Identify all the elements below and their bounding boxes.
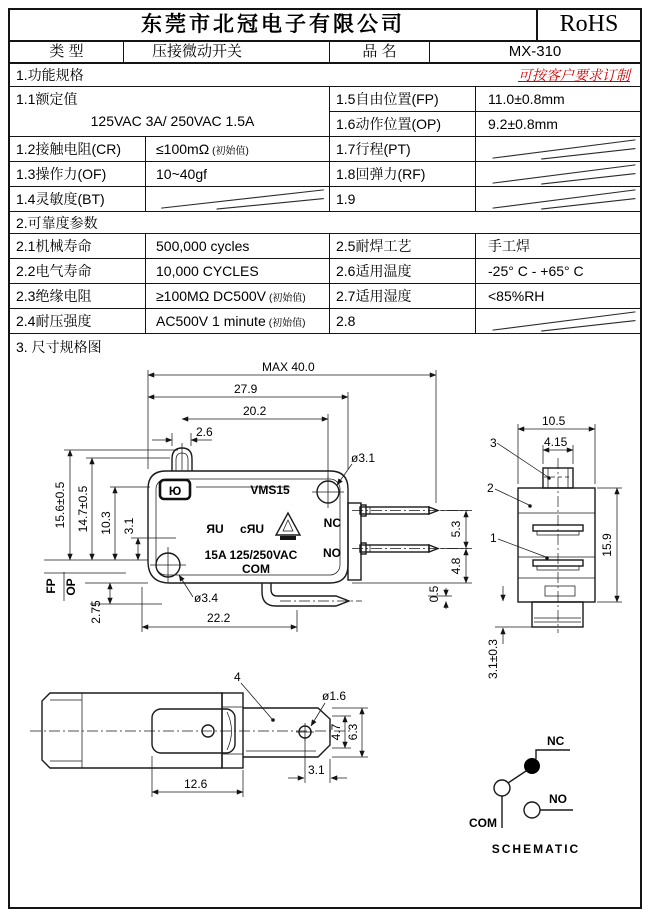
rated-value-cell bbox=[10, 87, 330, 136]
dim-47: 4.7 bbox=[329, 723, 343, 741]
dim-159: 15.9 bbox=[600, 533, 614, 557]
of-label: 1.3操作力(OF) bbox=[10, 162, 146, 186]
rf-value-crossed bbox=[476, 162, 640, 186]
dim-26: 2.6 bbox=[196, 425, 213, 439]
dim-48: 4.8 bbox=[449, 557, 463, 575]
dim-hole-lever: ø1.6 bbox=[322, 689, 347, 703]
ul-recognized-icon: ЯU bbox=[206, 522, 224, 536]
callout-2: 2 bbox=[487, 481, 494, 495]
dim-415: 4.15 bbox=[544, 435, 568, 449]
dim-31: 3.1 bbox=[122, 517, 136, 535]
lever-barrel bbox=[42, 693, 222, 768]
rated-value-row bbox=[10, 87, 640, 137]
cr-label: 1.2接触电阻(CR) bbox=[10, 137, 146, 161]
datasheet-page bbox=[8, 8, 642, 909]
dim-147: 14.7±0.5 bbox=[76, 485, 90, 533]
electrical-life-row bbox=[10, 259, 640, 284]
type-value: 压接微动开关 bbox=[124, 42, 330, 62]
op-value: 9.2±0.8mm bbox=[488, 115, 558, 132]
com-marking: COM bbox=[242, 562, 270, 576]
item19-value-crossed bbox=[476, 187, 640, 211]
cr-value: ≤100mΩ (初始值) bbox=[146, 137, 330, 161]
dimension-drawing-area bbox=[10, 334, 640, 907]
solder-value: 手工焊 bbox=[488, 238, 530, 254]
elec-value: 10,000 CYCLES bbox=[146, 259, 330, 283]
op-ref-label: OP bbox=[64, 578, 78, 596]
item28-label: 2.8 bbox=[330, 309, 476, 333]
dim-103: 10.3 bbox=[99, 511, 113, 535]
dielectric-strength-row bbox=[10, 309, 640, 334]
company-title: 东莞市北冠电子有限公司 bbox=[141, 13, 405, 36]
side-view bbox=[486, 414, 622, 679]
dim-05: 0.5 bbox=[427, 585, 441, 603]
dim-63: 6.3 bbox=[346, 723, 360, 741]
custom-order-note: 可按客户要求订制 bbox=[518, 67, 630, 83]
section1-title: 1.功能规格 bbox=[16, 67, 84, 83]
rated-value: 125VAC 3A/ 250VAC 1.5A bbox=[90, 113, 255, 129]
com-terminal bbox=[262, 583, 362, 606]
item19-label: 1.9 bbox=[330, 187, 476, 211]
ins-value: ≥100MΩ DC500V (初始值) bbox=[146, 284, 330, 308]
rated-label: 1.1额定值 bbox=[16, 91, 78, 107]
sensitivity-row bbox=[10, 187, 640, 212]
model-marking: VMS15 bbox=[250, 483, 290, 497]
free-position-row bbox=[330, 87, 640, 112]
humid-label: 2.7适用湿度 bbox=[330, 284, 476, 308]
fp-ref-label: FP bbox=[44, 578, 58, 594]
dim-lever-31: 3.1 bbox=[308, 763, 325, 777]
rf-label: 1.8回弹力(RF) bbox=[330, 162, 476, 186]
humid-value: <85%RH bbox=[488, 288, 545, 304]
no-contact bbox=[524, 802, 540, 818]
temp-value: -25° C - +65° C bbox=[488, 263, 584, 279]
product-name-value: MX-310 bbox=[508, 43, 562, 60]
contact-resistance-row bbox=[10, 137, 640, 162]
dim-53: 5.3 bbox=[449, 520, 463, 538]
brand-glyph: Ю bbox=[168, 484, 182, 498]
section3-title: 3. 尺寸规格图 bbox=[16, 339, 102, 355]
elec-label: 2.2电气寿命 bbox=[10, 259, 146, 283]
schematic bbox=[469, 734, 580, 856]
insulation-resistance-row bbox=[10, 284, 640, 309]
bt-value-crossed bbox=[146, 187, 330, 211]
product-name-label: 品 名 bbox=[330, 42, 430, 62]
ins-label: 2.3绝缘电阻 bbox=[10, 284, 146, 308]
item28-value-crossed bbox=[476, 309, 640, 333]
mech-value: 500,000 cycles bbox=[146, 234, 330, 258]
nc-contact bbox=[524, 758, 540, 774]
schematic-title: SCHEMATIC bbox=[491, 842, 581, 856]
lever-view bbox=[30, 670, 368, 797]
header-row bbox=[10, 10, 640, 42]
bt-label: 1.4灵敏度(BT) bbox=[10, 187, 146, 211]
front-view bbox=[44, 360, 472, 632]
side-bottom-tab bbox=[532, 602, 583, 627]
dim-202: 20.2 bbox=[243, 404, 267, 418]
callout-1: 1 bbox=[490, 531, 497, 545]
dielec-value: AC500V 1 minute (初始值) bbox=[146, 309, 330, 333]
fp-value: 11.0±0.8mm bbox=[488, 90, 565, 107]
dim-105: 10.5 bbox=[542, 414, 566, 428]
dim-156: 15.6±0.5 bbox=[53, 481, 67, 529]
type-row bbox=[10, 42, 640, 64]
dim-31-03: 3.1±0.3 bbox=[486, 639, 500, 679]
section2-title: 2.可靠度参数 bbox=[16, 214, 98, 231]
callout-3: 3 bbox=[490, 436, 497, 450]
schematic-com-label: COM bbox=[469, 816, 497, 830]
operating-position-row bbox=[330, 112, 640, 136]
rohs-badge: RoHS bbox=[536, 10, 640, 40]
pt-label: 1.7行程(PT) bbox=[330, 137, 476, 161]
pt-value-crossed bbox=[476, 137, 640, 161]
nc-marking: NC bbox=[323, 516, 341, 530]
solder-label: 2.5耐焊工艺 bbox=[330, 234, 476, 258]
section2-header bbox=[10, 212, 640, 234]
dim-hole-bottom: ø3.4 bbox=[194, 591, 219, 605]
section1-header bbox=[10, 64, 640, 87]
dim-max-width: MAX 40.0 bbox=[262, 360, 315, 374]
vde-triangle-icon bbox=[276, 513, 300, 540]
dim-275: 2.75 bbox=[89, 600, 103, 624]
schematic-nc-label: NC bbox=[547, 734, 565, 748]
dim-222: 22.2 bbox=[207, 611, 231, 625]
temp-label: 2.6适用温度 bbox=[330, 259, 476, 283]
mech-label: 2.1机械寿命 bbox=[10, 234, 146, 258]
no-marking: NO bbox=[323, 546, 341, 560]
dim-hole-top: ø3.1 bbox=[351, 451, 376, 465]
dielec-label: 2.4耐压强度 bbox=[10, 309, 146, 333]
mechanical-life-row bbox=[10, 234, 640, 259]
rating-marking: 15A 125/250VAC bbox=[204, 548, 298, 562]
fp-label: 1.5自由位置(FP) bbox=[330, 87, 476, 111]
dim-126: 12.6 bbox=[184, 777, 208, 791]
com-contact bbox=[494, 780, 510, 796]
cad-drawing bbox=[10, 334, 640, 907]
terminal-block bbox=[348, 503, 361, 580]
cul-recognized-icon: cЯU bbox=[240, 522, 264, 536]
lever-flange bbox=[222, 693, 243, 768]
op-label: 1.6动作位置(OP) bbox=[330, 112, 476, 136]
of-value: 10~40gf bbox=[146, 162, 330, 186]
operating-force-row bbox=[10, 162, 640, 187]
lever-arm bbox=[243, 708, 330, 757]
type-label: 类 型 bbox=[10, 42, 124, 62]
dim-279: 27.9 bbox=[234, 382, 258, 396]
schematic-no-label: NO bbox=[549, 792, 567, 806]
callout-4: 4 bbox=[234, 670, 241, 684]
